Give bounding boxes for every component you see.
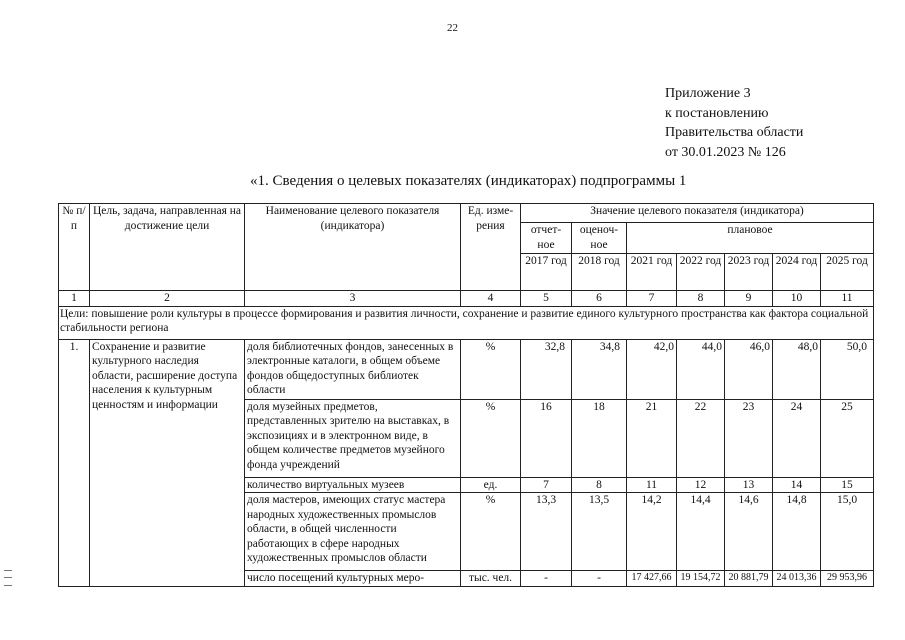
indicator-value: 42,0 [627,339,677,399]
indicator-value: 48,0 [773,339,821,399]
appendix-line: к постановлению [665,105,769,121]
indicator-value: 13 [725,477,773,493]
header-year: 2018 год [572,254,627,291]
indicator-value: 44,0 [677,339,725,399]
header-num: № п/п [59,204,90,291]
appendix-line: Правительства области [665,125,804,140]
indicator-name: доля музейных предметов, представленных зрителю на выставках, в экспозициях и в электронном виде, в общем количестве предметов музейного фонда учреждений [245,399,461,477]
column-number: 5 [521,291,572,307]
header-year: 2024 год [773,254,821,291]
column-number: 2 [90,291,245,307]
indicator-value: - [521,571,572,587]
indicator-value: 46,0 [725,339,773,399]
appendix-line: от 30.01.2023 № 126 [665,144,786,160]
indicator-value: 20 881,79 [725,571,773,587]
column-number: 8 [677,291,725,307]
indicator-value: 24 [773,399,821,477]
indicator-value: 29 953,96 [821,571,874,587]
header-planned: плановое [627,223,874,254]
scan-edge-mark [4,570,12,586]
indicator-value: 14,6 [725,493,773,571]
column-number: 9 [725,291,773,307]
appendix-line: Приложение 3 [665,86,751,101]
header-year: 2025 год [821,254,874,291]
indicator-value: 32,8 [521,339,572,399]
indicator-value: 15 [821,477,874,493]
column-number: 1 [59,291,90,307]
indicator-value: 15,0 [821,493,874,571]
indicator-value: 14,4 [677,493,725,571]
indicator-value: 8 [572,477,627,493]
indicator-value: 11 [627,477,677,493]
indicator-name: количество виртуальных музеев [245,477,461,493]
page-number: 22 [447,22,458,34]
column-number: 6 [572,291,627,307]
indicator-name: число посещений культурных меро- [245,571,461,587]
header-unit: Ед. изме-рения [461,204,521,291]
indicator-value: 21 [627,399,677,477]
indicator-value: 34,8 [572,339,627,399]
header-report: отчет-ное [521,223,572,254]
indicator-value: 17 427,66 [627,571,677,587]
indicator-name: доля мастеров, имеющих статус мастера народных художественных промыслов области, в общей численности работающих в сфере народных художественных промыслов области [245,493,461,571]
indicator-value: 13,5 [572,493,627,571]
header-indicator-name: Наименование целевого показателя (индикатора) [245,204,461,291]
column-number: 11 [821,291,874,307]
indicator-value: - [572,571,627,587]
indicator-unit: ед. [461,477,521,493]
indicator-unit: % [461,399,521,477]
column-number: 7 [627,291,677,307]
table-row [59,339,874,399]
indicators-table [58,203,874,587]
indicator-unit: % [461,493,521,571]
header-year: 2017 год [521,254,572,291]
indicator-value: 16 [521,399,572,477]
column-number: 3 [245,291,461,307]
header-estimate: оценоч-ное [572,223,627,254]
indicator-name: доля библиотечных фондов, занесенных в электронные каталоги, в общем объеме фондов общедоступных библиотек области [245,339,461,399]
indicator-value: 19 154,72 [677,571,725,587]
indicator-value: 14,2 [627,493,677,571]
column-number: 10 [773,291,821,307]
header-goal: Цель, задача, направленная на достижение цели [90,204,245,291]
header-value: Значение целевого показателя (индикатора) [521,204,874,223]
indicator-value: 18 [572,399,627,477]
indicator-unit: % [461,339,521,399]
column-number: 4 [461,291,521,307]
goal-row: Цели: повышение роли культуры в процессе формирования и развития личности, сохранение и развитие единого культурного пространства как фактора социальной стабильности региона [59,306,874,339]
indicator-value: 14,8 [773,493,821,571]
indicator-value: 22 [677,399,725,477]
indicator-value: 23 [725,399,773,477]
task-number: 1. [59,339,90,586]
document-heading: «1. Сведения о целевых показателях (индикаторах) подпрограммы 1 [250,173,687,189]
indicator-unit: тыс. чел. [461,571,521,587]
task-text: Сохранение и развитие культурного наследия области, расширение доступа населения к культурным ценностям и информации [90,339,245,586]
indicator-value: 24 013,36 [773,571,821,587]
indicator-value: 50,0 [821,339,874,399]
indicator-value: 7 [521,477,572,493]
header-year: 2021 год [627,254,677,291]
indicator-value: 12 [677,477,725,493]
indicator-value: 14 [773,477,821,493]
header-year: 2022 год [677,254,725,291]
header-year: 2023 год [725,254,773,291]
appendix-header [665,84,803,162]
indicator-value: 13,3 [521,493,572,571]
indicator-value: 25 [821,399,874,477]
